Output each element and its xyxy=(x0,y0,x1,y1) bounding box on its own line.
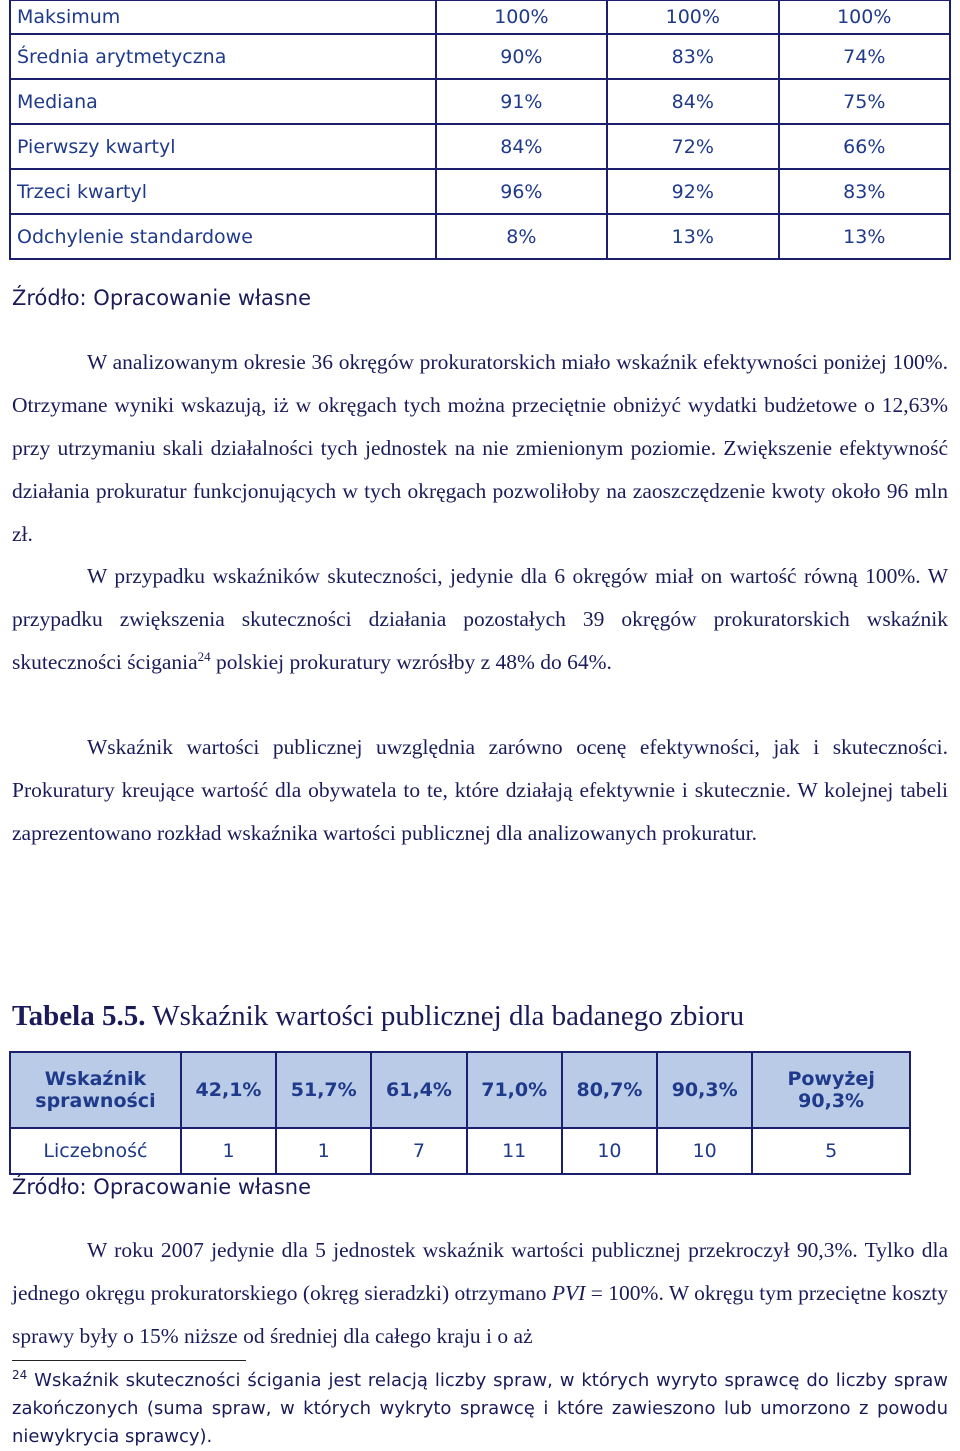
header-cell: 90,3% xyxy=(657,1052,752,1128)
table-row xyxy=(10,169,950,214)
table-source: Źródło: Opracowanie własne xyxy=(12,286,312,310)
header-cell: Powyżej 90,3% xyxy=(752,1052,910,1128)
footnote-number: 24 xyxy=(12,1368,28,1382)
row-label: Trzeci kwartyl xyxy=(10,169,436,214)
value-cell: 84% xyxy=(436,124,607,169)
row-label: Mediana xyxy=(10,79,436,124)
paragraph-efficiency xyxy=(12,341,948,556)
caption-label: Tabela 5.5. xyxy=(12,1000,146,1032)
table-caption xyxy=(12,1000,744,1033)
table-row xyxy=(10,79,950,124)
value-cell: 83% xyxy=(607,34,778,79)
paragraph-text: W roku 2007 jedynie dla 5 jednostek wskaźnik wartości publicznej przekroczył 90,3%. Tylko dla jednego okręgu prokuratorskiego (okręg sieradzki) otrzymano xyxy=(12,1238,948,1305)
paragraph-text: W analizowanym okresie 36 okręgów prokuratorskich miało wskaźnik efektywności poniżej 100%. Otrzymane wyniki wskazują, iż w okręgach tych można przeciętnie obniżyć wydatki budżetowe o 12,63% przy utrzymaniu skali działalności tych jednostek na nie zmienionym poziomie. Zwiększenie efektywność działania prokuratur funkcjonujących w tych okręgach pozwoliłoby na zaoszczędzenie kwoty około 96 mln zł. xyxy=(12,350,948,546)
footnote xyxy=(12,1367,948,1451)
header-cell: 61,4% xyxy=(371,1052,466,1128)
table-source: Źródło: Opracowanie własne xyxy=(12,1175,312,1199)
header-cell: 71,0% xyxy=(467,1052,562,1128)
count-cell: 1 xyxy=(276,1128,371,1174)
table-header-row xyxy=(10,1052,910,1128)
paragraph-text: W przypadku wskaźników skuteczności, jedynie dla 6 okręgów miał on wartość równą 100%. W przypadku zwiększenia skuteczności działania pozostałych 39 okręgów prokuratorskich wskaźnik skuteczności ścigania xyxy=(12,564,948,674)
value-cell: 92% xyxy=(607,169,778,214)
row-label: Pierwszy kwartyl xyxy=(10,124,436,169)
statistics-table xyxy=(9,0,951,260)
value-cell: 91% xyxy=(436,79,607,124)
paragraph-text: = 100%. W okręgu tym przeciętne koszty sprawy były o 15% niższe od średniej dla całego kraju i o aż xyxy=(12,1281,948,1348)
value-cell: 66% xyxy=(779,124,950,169)
caption-text: Wskaźnik wartości publicznej dla badanego zbioru xyxy=(145,1000,745,1032)
row-label: Maksimum xyxy=(10,1,436,35)
paragraph-public-value xyxy=(12,726,948,855)
value-cell: 13% xyxy=(779,214,950,259)
paragraph-text: polskiej prokuratury wzrósłby z 48% do 64%. xyxy=(210,650,612,674)
table-row xyxy=(10,1,950,35)
value-cell: 83% xyxy=(779,169,950,214)
row-label: Liczebność xyxy=(10,1128,181,1174)
header-cell: 80,7% xyxy=(562,1052,657,1128)
value-cell: 100% xyxy=(779,1,950,35)
value-cell: 74% xyxy=(779,34,950,79)
count-cell: 10 xyxy=(562,1128,657,1174)
pvi-table xyxy=(9,1051,911,1175)
value-cell: 100% xyxy=(436,1,607,35)
paragraph-text: Wskaźnik wartości publicznej uwzględnia zarówno ocenę efektywności, jak i skuteczności. Prokuratury kreujące wartość dla obywatela to te, które działają efektywnie i skutecznie. W kolejnej tabeli zaprezentowano rozkład wskaźnika wartości publicznej dla analizowanych prokuratur. xyxy=(12,735,948,845)
table-row xyxy=(10,214,950,259)
table-row xyxy=(10,34,950,79)
value-cell: 8% xyxy=(436,214,607,259)
row-label: Odchylenie standardowe xyxy=(10,214,436,259)
value-cell: 100% xyxy=(607,1,778,35)
table-row xyxy=(10,1128,910,1174)
count-cell: 7 xyxy=(371,1128,466,1174)
count-cell: 10 xyxy=(657,1128,752,1174)
row-label: Średnia arytmetyczna xyxy=(10,34,436,79)
table-row xyxy=(10,124,950,169)
value-cell: 96% xyxy=(436,169,607,214)
paragraph-effectiveness xyxy=(12,555,948,684)
header-cell: 51,7% xyxy=(276,1052,371,1128)
value-cell: 75% xyxy=(779,79,950,124)
count-cell: 11 xyxy=(467,1128,562,1174)
value-cell: 72% xyxy=(607,124,778,169)
footnote-ref[interactable]: 24 xyxy=(197,648,211,664)
value-cell: 90% xyxy=(436,34,607,79)
value-cell: 84% xyxy=(607,79,778,124)
pvi-term: PVI xyxy=(551,1281,586,1305)
footnote-text: Wskaźnik skuteczności ścigania jest relacją liczby spraw, w których wyryto sprawcę do liczby spraw zakończonych (suma spraw, w których wykryto sprawcę i które zawieszono lub umorzono z powodu niewykrycia sprawcy). xyxy=(12,1370,948,1447)
paragraph-pvi-results xyxy=(12,1229,948,1358)
count-cell: 5 xyxy=(752,1128,910,1174)
value-cell: 13% xyxy=(607,214,778,259)
header-cell: 42,1% xyxy=(181,1052,276,1128)
footnote-divider xyxy=(12,1360,246,1361)
header-label: Wskaźnik sprawności xyxy=(10,1052,181,1128)
count-cell: 1 xyxy=(181,1128,276,1174)
